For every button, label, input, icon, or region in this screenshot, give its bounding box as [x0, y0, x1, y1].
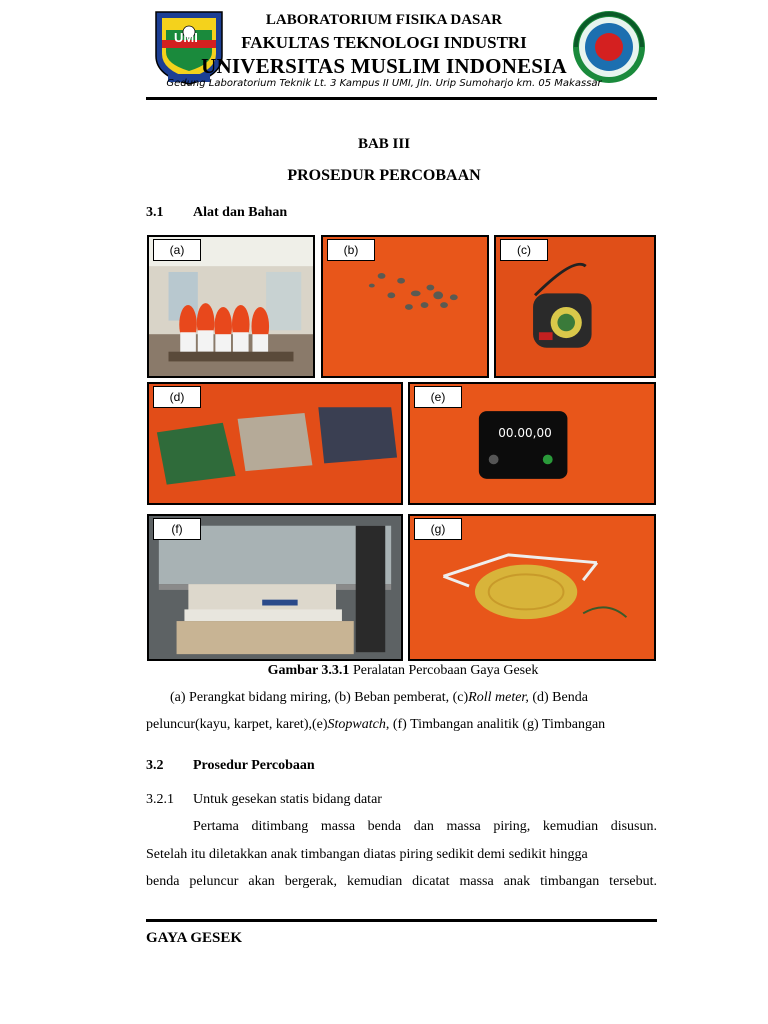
address: Gedung Laboratorium Teknik Lt. 3 Kampus II UMI, Jln. Urip Sumoharjo km. 05 Makassar: [166, 78, 602, 89]
photo-c-roll-meter: [494, 235, 656, 378]
caption-stopwatch: Stopwatch: [327, 717, 386, 732]
caption-line-2-c: , (f) Timbangan analitik (g) Timbangan: [385, 717, 606, 732]
subsection-title: Untuk gesekan statis bidang datar: [193, 792, 382, 807]
chapter-title: PROSEDUR PERCOBAAN: [287, 167, 481, 184]
figure-label-e: (e): [414, 386, 462, 408]
figure-label-b: (b): [327, 239, 375, 261]
figure-number: Gambar 3.3.1: [267, 663, 350, 678]
caption-line-2-a: peluncur(kayu, karpet, karet),(e): [146, 717, 328, 732]
photo-b-weights: [321, 235, 489, 378]
caption-line-1: [170, 690, 588, 706]
header-divider: [146, 97, 657, 100]
faculty-name: FAKULTAS TEKNOLOGI INDUSTRI: [241, 33, 527, 52]
photo-d-sliding-blocks: [147, 382, 403, 505]
caption-line-1-a: (a) Perangkat bidang miring, (b) Beban pemberat, (c): [170, 690, 469, 705]
paragraph-line-1: Pertama ditimbang massa benda dan massa piring, kemudian disusun.: [193, 819, 657, 834]
photo-e-stopwatch: [408, 382, 656, 505]
caption-line-2: [146, 717, 605, 733]
caption-roll-meter: Roll meter,: [468, 690, 529, 705]
logo-left-text: UMI: [174, 30, 198, 45]
footer-divider: [146, 919, 657, 922]
subsection-number: 3.2.1: [146, 792, 174, 807]
lab-name: LABORATORIUM FISIKA DASAR: [265, 12, 503, 28]
figure-label-c: (c): [500, 239, 548, 261]
figure-label-a: (a): [153, 239, 201, 261]
stopwatch-display: 00.00,00: [498, 426, 552, 440]
figure-label-f: (f): [153, 518, 201, 540]
figure-title: Peralatan Percobaan Gaya Gesek: [349, 663, 539, 678]
chapter-number: BAB III: [357, 136, 411, 152]
section-2-number: 3.2: [146, 758, 164, 773]
caption-line-1-c: (d) Benda: [528, 690, 588, 705]
photo-f-analytic-scale: [147, 514, 403, 661]
section-2-title: Prosedur Percobaan: [193, 758, 315, 773]
photo-g-dish-balance: [408, 514, 656, 661]
figure-label-g: (g): [414, 518, 462, 540]
paragraph-line-3: benda peluncur akan bergerak, kemudian dicatat massa anak timbangan tersebut.: [146, 874, 657, 889]
university-name: UNIVERSITAS MUSLIM INDONESIA: [201, 54, 567, 78]
section-1-number: 3.1: [146, 205, 164, 220]
figure-caption-title: [0, 663, 768, 679]
paragraph-line-2: Setelah itu diletakkan anak timbangan diatas piring sedikit demi sedikit hingga: [146, 847, 588, 862]
section-1-title: Alat dan Bahan: [193, 205, 288, 220]
footer-title: GAYA GESEK: [146, 930, 243, 946]
photo-a-incline-apparatus: [147, 235, 315, 378]
figure-label-d: (d): [153, 386, 201, 408]
